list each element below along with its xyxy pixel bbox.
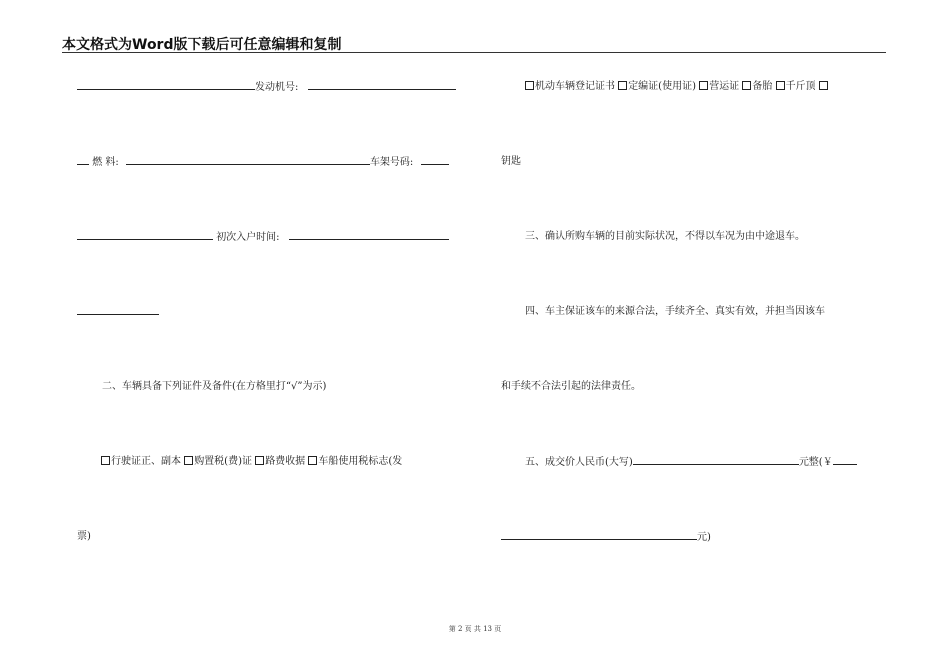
blank-line (77, 80, 255, 90)
blank-line (77, 230, 213, 240)
items-checklist (525, 80, 829, 93)
section-2-heading: 二、车辆具备下列证件及备件(在方格里打“√”为示) (102, 381, 327, 392)
blank-line (77, 305, 159, 315)
engine-label: 发动机号: (255, 82, 299, 93)
section-3: 三、确认所购车辆的目前实际状况，不得以车况为由中途退车。 (525, 231, 805, 242)
yuan-label: 元整(￥ (798, 457, 833, 468)
checkbox[interactable] (525, 81, 534, 90)
price-label: 五、成交价人民币(大写) (525, 457, 633, 468)
checkbox[interactable] (101, 456, 110, 465)
register-time-row (77, 230, 449, 244)
section-5-line-1 (525, 455, 857, 469)
blank-line (421, 155, 449, 165)
section-5-line-2 (501, 530, 711, 544)
blank-line (833, 455, 857, 465)
checkbox[interactable] (184, 456, 193, 465)
checkbox[interactable] (819, 81, 828, 90)
item-label: 机动车辆登记证书 (535, 81, 615, 92)
fuel-label: 燃 料: (92, 157, 119, 168)
checkbox[interactable] (255, 456, 264, 465)
doc-label: 车船使用税标志(发 (318, 456, 403, 467)
section-4-line-2: 和手续不合法引起的法律责任。 (501, 381, 641, 392)
blank-line (633, 455, 799, 465)
document-header: 本文格式为Word版下载后可任意编辑和复制 (62, 37, 342, 53)
checkbox[interactable] (776, 81, 785, 90)
item-label: 备胎 (752, 81, 773, 92)
checkbox[interactable] (308, 456, 317, 465)
engine-number-row (77, 80, 456, 94)
checkbox[interactable] (618, 81, 627, 90)
register-time-continuation (77, 305, 159, 319)
checkbox[interactable] (699, 81, 708, 90)
documents-checklist (101, 455, 402, 468)
header-rule (62, 52, 886, 53)
doc-label: 购置税(费)证 (194, 456, 252, 467)
keys-label: 钥匙 (501, 156, 521, 167)
checkbox[interactable] (742, 81, 751, 90)
blank-line (289, 230, 449, 240)
blank-line (126, 155, 370, 165)
blank-line (77, 155, 89, 165)
documents-continuation: 票) (77, 531, 91, 542)
item-label: 千斤顶 (785, 81, 816, 92)
register-label: 初次入户时间: (216, 232, 280, 243)
blank-line (308, 80, 456, 90)
doc-label: 行驶证正、副本 (111, 456, 181, 467)
blank-line (501, 530, 697, 540)
frame-label: 车架号码: (369, 157, 414, 168)
doc-label: 路费收据 (265, 456, 306, 467)
item-label: 营运证 (709, 81, 740, 92)
yuan-close: 元) (697, 532, 711, 543)
fuel-frame-row (77, 155, 449, 169)
section-4-line-1: 四、车主保证该车的来源合法，手续齐全、真实有效，并担当因该车 (525, 306, 825, 317)
page-footer: 第 2 页 共 13 页 (448, 625, 502, 633)
item-label: 定编证(使用证) (628, 81, 696, 92)
